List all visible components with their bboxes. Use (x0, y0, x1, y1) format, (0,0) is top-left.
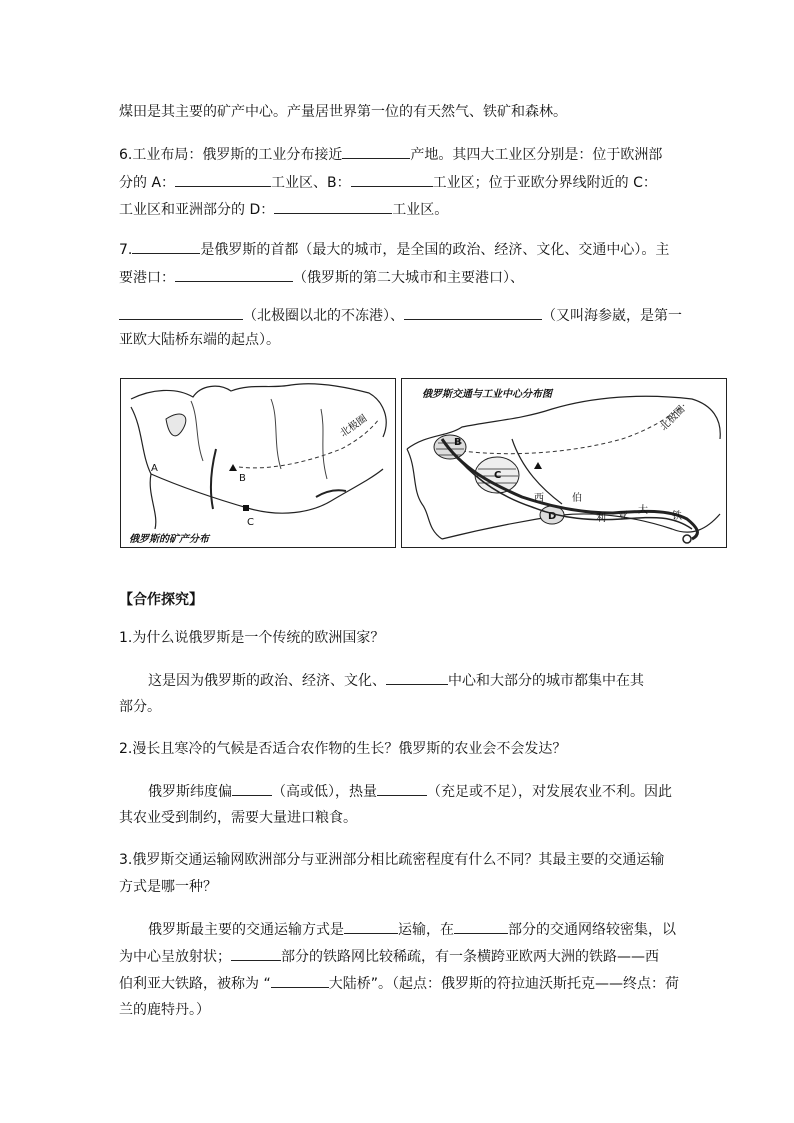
e2-text: （充足或不足），对发展农业不利。因此 (427, 784, 672, 800)
e1-text: 这是因为俄罗斯的政治、经济、文化、 (148, 673, 386, 689)
e3-blank-mode[interactable] (344, 918, 398, 934)
q7-text: （又叫海参崴，是第一 (542, 308, 682, 324)
q7-blank-capital[interactable] (132, 238, 200, 254)
e2-text: （高或低），热量 (272, 784, 377, 800)
q7-line-1 (119, 238, 669, 260)
scandinavia-shape (166, 414, 186, 436)
rail-label-xi: 西 (534, 493, 544, 504)
e3-answer-line-4: 兰的鹿特丹。） (119, 1002, 210, 1018)
e2-blank-latitude[interactable] (232, 780, 272, 796)
q7-blank-port-2[interactable] (119, 304, 243, 320)
e3-text: 部分的交通网络较密集，以 (508, 922, 676, 938)
e1-blank[interactable] (386, 669, 448, 685)
q7-text: 7. (119, 242, 133, 258)
river-3 (321, 409, 327, 479)
mineral-triangle-b (229, 464, 237, 471)
mountain-range (316, 490, 346, 497)
rail-label-tie: 铁 (672, 511, 682, 522)
q7-text: （北极圈以北的不冻港）、 (243, 308, 404, 324)
q6-text: 工业区和亚洲部分的 D： (119, 202, 275, 218)
e2-answer-line-2: 其农业受到制约，需要大量进口粮食。 (119, 810, 357, 826)
e3-text: 为中心呈放射状； (119, 949, 231, 965)
q7-line-4: 亚欧大陆桥东端的起点）。 (119, 332, 280, 348)
q6-line-2 (119, 171, 657, 193)
river-1 (191, 401, 203, 461)
label-a: A (151, 463, 158, 474)
q7-text: 要港口： (119, 270, 175, 286)
e3-blank-part-2[interactable] (231, 945, 281, 961)
q7-blank-port-3[interactable] (404, 304, 542, 320)
arctic-circle-label: 北极圈 (658, 404, 688, 434)
e2-blank-heat[interactable] (377, 780, 427, 796)
q7-line-2 (119, 266, 524, 288)
rail-label-da: 大 (638, 505, 648, 516)
e3-question-line-1: 3.俄罗斯交通运输网欧洲部分与亚洲部分相比疏密程度有什么不同？其最主要的交通运输 (119, 852, 665, 868)
map-minerals-graphic (121, 379, 395, 547)
section-title: 【合作探究】 (119, 592, 203, 608)
e3-text: 部分的铁路网比较稀疏，有一条横跨亚欧两大洲的铁路——西 (281, 949, 659, 965)
e3-blank-part-1[interactable] (454, 918, 508, 934)
mineral-square-c (243, 505, 249, 511)
q6-blank-d[interactable] (274, 198, 392, 214)
q6-text: 6.工业布局：俄罗斯的工业分布接近 (119, 147, 343, 163)
e3-text: 大陆桥”。（起点：俄罗斯的符拉迪沃斯托克——终点：荷 (328, 976, 679, 992)
q7-blank-port-1[interactable] (175, 266, 293, 282)
rail-label-ya: 亚 (618, 511, 628, 522)
intro-text: 煤田是其主要的矿产中心。产量居世界第一位的有天然气、铁矿和森林。 (119, 104, 567, 120)
e3-question-line-2: 方式是哪一种？ (119, 879, 217, 895)
e1-question: 1.为什么说俄罗斯是一个传统的欧洲国家？ (119, 630, 385, 646)
e3-answer-line-1 (148, 918, 676, 940)
label-c: C (494, 470, 502, 481)
q6-line-3 (119, 198, 448, 220)
q6-blank-1[interactable] (342, 143, 410, 159)
river-2 (271, 399, 281, 469)
siberian-railway (442, 439, 697, 539)
map-transport-graphic (402, 379, 726, 547)
e1-text: 中心和大部分的城市都集中在其 (448, 673, 644, 689)
southern-border (151, 469, 383, 513)
e1-answer-line-1 (148, 669, 644, 691)
q6-text: 工业区、B： (271, 175, 351, 191)
q6-text: 工业区；位于亚欧分界线附近的 C： (432, 175, 657, 191)
triangle-marker (534, 462, 542, 469)
map-minerals (120, 378, 396, 548)
q6-line-1 (119, 143, 662, 165)
port-vladivostok (683, 535, 691, 543)
e2-question: 2.漫长且寒冷的气候是否适合农作物的生长？俄罗斯的农业会不会发达？ (119, 741, 567, 757)
arctic-circle-label: 北极圈 (338, 413, 370, 440)
q6-text: 工业区。 (392, 202, 449, 218)
e2-answer-line-1 (148, 780, 672, 802)
rail-label-bo: 伯 (572, 493, 582, 504)
q7-text: 是俄罗斯的首都（最大的城市，是全国的政治、经济、文化、交通中心）。主 (200, 242, 670, 258)
rail-label-li: 利 (596, 513, 606, 524)
e3-text: 运输，在 (398, 922, 454, 938)
q6-blank-a[interactable] (175, 171, 271, 187)
map-transport (401, 378, 727, 548)
label-c: C (247, 517, 254, 528)
western-border (407, 449, 442, 539)
e3-text: 伯利亚大铁路，被称为 “ (119, 976, 271, 992)
label-b: B (454, 437, 462, 448)
q7-line-3 (119, 304, 682, 326)
e3-text: 俄罗斯最主要的交通运输方式是 (148, 922, 344, 938)
q6-blank-b[interactable] (351, 171, 433, 187)
q6-text: 分的 A： (119, 175, 176, 191)
e2-text: 俄罗斯纬度偏 (148, 784, 232, 800)
e3-answer-line-3 (119, 972, 679, 994)
e3-blank-bridge[interactable] (271, 972, 329, 988)
map-minerals-title: 俄罗斯的矿产分布 (129, 534, 209, 545)
e3-answer-line-2 (119, 945, 659, 967)
map-transport-title: 俄罗斯交通与工业中心分布图 (422, 389, 552, 400)
e1-answer-line-2: 部分。 (119, 699, 161, 715)
q7-text: （俄罗斯的第二大城市和主要港口）、 (293, 270, 524, 286)
arctic-circle-line (462, 405, 684, 454)
ural-mountains (211, 449, 216, 509)
label-d: D (548, 511, 557, 522)
q6-text: 产地。其四大工业区分别是：位于欧洲部 (410, 147, 663, 163)
label-b: B (239, 473, 246, 484)
